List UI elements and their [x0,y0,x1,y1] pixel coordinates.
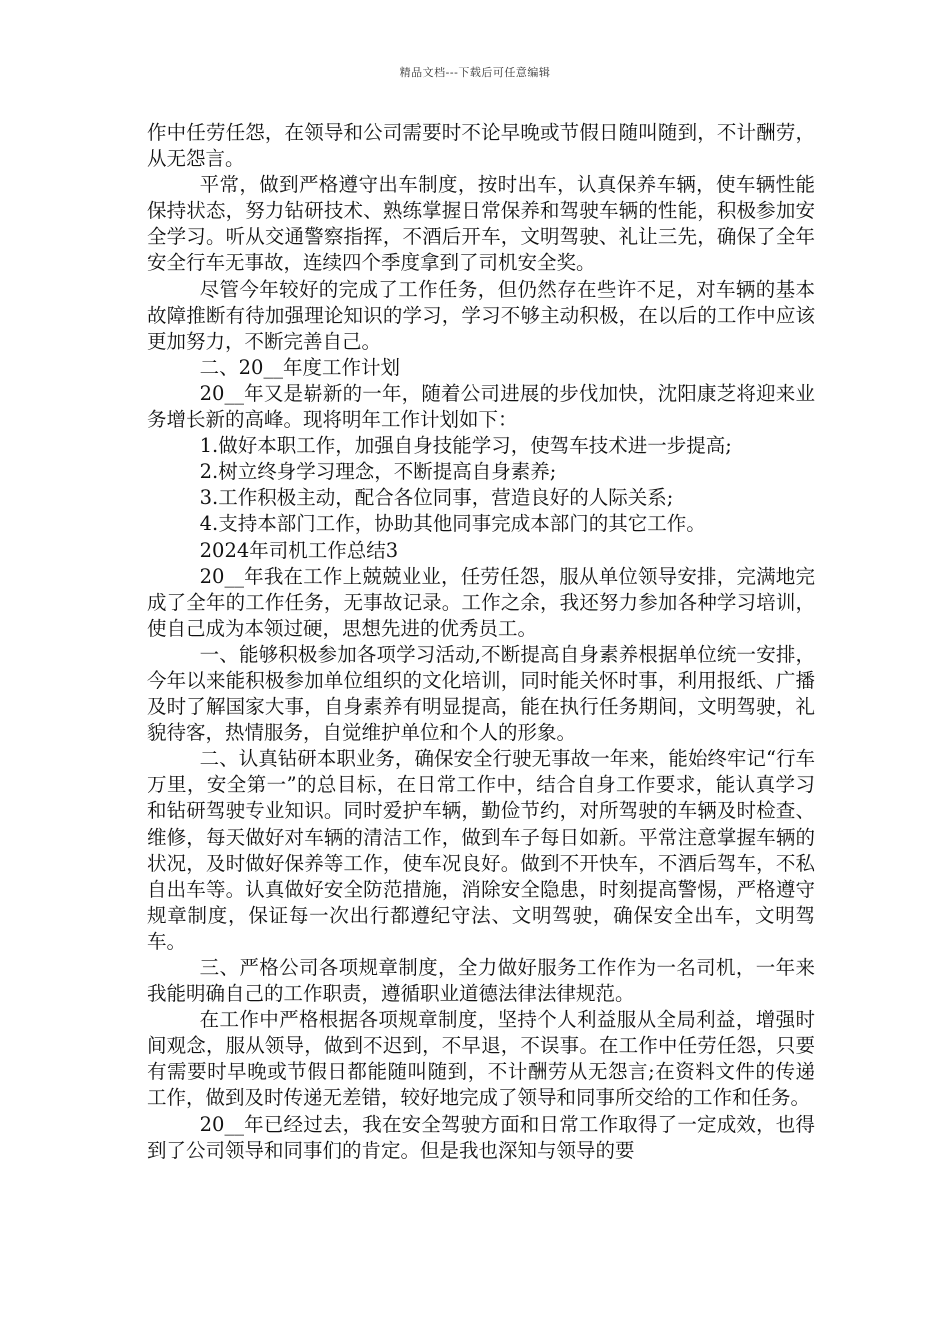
paragraph: 4.支持本部门工作，协助其他同事完成本部门的其它工作。 [199,512,706,536]
paragraph: 二、认真钻研本职业务，确保安全行驶无事故一年来，能始终牢记“行车万里，安全第一”的总目标，在日常工作中，结合自身工作要求，能认真学习和钻研驾驶专业知识。同时爱护车辆，勤俭节约，对所驾驶的车辆及时检查、维修，每天做好对车辆的清洁工作，做到车子每日如新。平常注意掌握车辆的状况，及时做好保养等工作，使车况良好。做到不开快车，不酒后驾车，不私自出车等。认真做好安全防范措施，消除安全隐患，时刻提高警惕，严格遵守规章制度，保证每一次出行都遵纪守法、文明驾驶，确保安全出车，文明驾车。 [147,747,815,953]
paragraph: 3.工作积极主动，配合各位同事，营造良好的人际关系; [199,486,674,510]
paragraph: 一、能够积极参加各项学习活动,不断提高自身素养根据单位统一安排，今年以来能积极参加单位组织的文化培训，同时能关怀时事，利用报纸、广播及时了解国家大事，自身素养有明显提高，能在执行任务期间，文明驾驶，礼貌待客，热情服务，自觉维护单位和个人的形象。 [147,642,815,745]
paragraph: 在工作中严格根据各项规章制度，坚持个人利益服从全局利益，增强时间观念，服从领导，做到不迟到，不早退，不误事。在工作中任劳任怨，只要有需要时早晚或节假日都能随叫随到，不计酬劳从无怨言;在资料文件的传递工作，做到及时传递无差错，较好地完成了领导和同事所交给的工作和任务。 [147,1008,815,1110]
paragraph: 20__年已经过去，我在安全驾驶方面和日常工作取得了一定成效，也得到了公司领导和同事们的肯定。但是我也深知与领导的要 [147,1112,815,1162]
paragraph: 二、20__年度工作计划 [199,355,400,379]
paragraph: 2024年司机工作总结3 [199,538,399,562]
paragraph: 20__年我在工作上兢兢业业，任劳任怨，服从单位领导安排，完满地完成了全年的工作任务，无事故记录。工作之余，我还努力参加各种学习培训，使自己成为本领过硬，思想先进的优秀员工。 [147,564,815,640]
paragraph: 尽管今年较好的完成了工作任务，但仍然存在些许不足，对车辆的基本故障推断有待加强理论知识的学习，学习不够主动积极，在以后的工作中应该更加努力，不断完善自己。 [147,277,815,353]
paragraph: 三、严格公司各项规章制度，全力做好服务工作作为一名司机，一年来我能明确自己的工作职责，遵循职业道德法律法律规范。 [147,956,815,1006]
paragraph: 2.树立终身学习理念，不断提高自身素养; [199,460,557,484]
document-body [147,120,815,1164]
paragraph: 1.做好本职工作，加强自身技能学习，使驾车技术进一步提高; [199,434,732,458]
paragraph: 作中任劳任怨，在领导和公司需要时不论早晚或节假日随叫随到，不计酬劳，从无怨言。 [147,121,815,171]
paragraph: 平常，做到严格遵守出车制度，按时出车，认真保养车辆，使车辆性能保持状态，努力钻研技术、熟练掌握日常保养和驾驶车辆的性能，积极参加安全学习。听从交通警察指挥，不酒后开车，文明驾驶、礼让三先，确保了全年安全行车无事故，连续四个季度拿到了司机安全奖。 [147,173,815,275]
page-header: 精品文档---下载后可任意编辑 [399,66,551,79]
paragraph: 20__年又是崭新的一年，随着公司进展的步伐加快，沈阳康芝将迎来业务增长新的高峰。现将明年工作计划如下： [147,381,815,432]
